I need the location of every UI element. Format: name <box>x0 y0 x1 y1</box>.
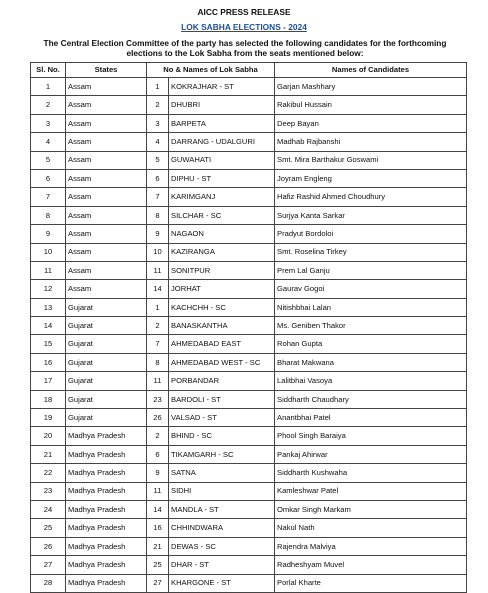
cell-constituency-name: DHAR - ST <box>169 556 275 574</box>
cell-constituency-no: 6 <box>147 169 169 187</box>
col-header-sl-no: Sl. No. <box>31 63 66 78</box>
cell-sl-no: 28 <box>31 574 66 592</box>
cell-candidate-name: Radheshyam Muvel <box>275 556 467 574</box>
col-header-candidates: Names of Candidates <box>275 63 467 78</box>
cell-constituency-no: 25 <box>147 556 169 574</box>
cell-sl-no: 24 <box>31 500 66 518</box>
cell-candidate-name: Garjan Mashhary <box>275 78 467 96</box>
cell-constituency-name: KACHCHH - SC <box>169 298 275 316</box>
cell-constituency-no: 26 <box>147 409 169 427</box>
cell-constituency-name: DARRANG - UDALGURI <box>169 133 275 151</box>
candidates-table-body <box>31 78 467 593</box>
cell-constituency-name: BANASKANTHA <box>169 317 275 335</box>
cell-state: Assam <box>66 114 147 132</box>
cell-state: Gujarat <box>66 317 147 335</box>
cell-constituency-no: 11 <box>147 261 169 279</box>
cell-candidate-name: Gaurav Gogoi <box>275 280 467 298</box>
table-row <box>31 537 467 555</box>
cell-state: Gujarat <box>66 298 147 316</box>
cell-constituency-no: 7 <box>147 335 169 353</box>
col-header-lok-sabha: No & Names of Lok Sabha <box>147 63 275 78</box>
cell-sl-no: 14 <box>31 317 66 335</box>
cell-sl-no: 7 <box>31 188 66 206</box>
table-row <box>31 298 467 316</box>
cell-state: Assam <box>66 280 147 298</box>
cell-constituency-name: NAGAON <box>169 225 275 243</box>
table-header-row <box>31 63 467 78</box>
cell-sl-no: 19 <box>31 409 66 427</box>
cell-state: Madhya Pradesh <box>66 482 147 500</box>
cell-constituency-no: 1 <box>147 298 169 316</box>
table-row <box>31 78 467 96</box>
table-row <box>31 500 467 518</box>
cell-sl-no: 3 <box>31 114 66 132</box>
table-row <box>31 482 467 500</box>
cell-state: Madhya Pradesh <box>66 556 147 574</box>
cell-constituency-no: 9 <box>147 225 169 243</box>
cell-state: Assam <box>66 206 147 224</box>
cell-constituency-name: TIKAMGARH - SC <box>169 445 275 463</box>
cell-constituency-name: KHARGONE - ST <box>169 574 275 592</box>
table-row <box>31 409 467 427</box>
table-row <box>31 335 467 353</box>
cell-constituency-name: KAZIRANGA <box>169 243 275 261</box>
cell-constituency-no: 8 <box>147 353 169 371</box>
cell-sl-no: 11 <box>31 261 66 279</box>
cell-constituency-no: 23 <box>147 390 169 408</box>
table-row <box>31 353 467 371</box>
table-row <box>31 372 467 390</box>
cell-constituency-no: 8 <box>147 206 169 224</box>
cell-candidate-name: Surjya Kanta Sarkar <box>275 206 467 224</box>
cell-constituency-name: GUWAHATI <box>169 151 275 169</box>
cell-sl-no: 4 <box>31 133 66 151</box>
cell-constituency-no: 14 <box>147 500 169 518</box>
cell-state: Gujarat <box>66 390 147 408</box>
cell-constituency-no: 3 <box>147 114 169 132</box>
cell-candidate-name: Joyram Engleng <box>275 169 467 187</box>
cell-constituency-name: KARIMGANJ <box>169 188 275 206</box>
table-row <box>31 114 467 132</box>
cell-state: Assam <box>66 96 147 114</box>
cell-constituency-no: 10 <box>147 243 169 261</box>
table-row <box>31 133 467 151</box>
cell-sl-no: 21 <box>31 445 66 463</box>
cell-constituency-no: 6 <box>147 445 169 463</box>
cell-constituency-no: 11 <box>147 482 169 500</box>
table-row <box>31 225 467 243</box>
cell-state: Assam <box>66 188 147 206</box>
table-row <box>31 243 467 261</box>
cell-state: Madhya Pradesh <box>66 537 147 555</box>
cell-candidate-name: Anantbhai Patel <box>275 409 467 427</box>
cell-candidate-name: Nitishbhai Lalan <box>275 298 467 316</box>
cell-sl-no: 18 <box>31 390 66 408</box>
cell-constituency-name: MANDLA - ST <box>169 500 275 518</box>
table-row <box>31 188 467 206</box>
cell-constituency-name: AHMEDABAD WEST - SC <box>169 353 275 371</box>
cell-sl-no: 22 <box>31 464 66 482</box>
candidates-table <box>30 62 467 593</box>
cell-constituency-name: CHHINDWARA <box>169 519 275 537</box>
cell-sl-no: 15 <box>31 335 66 353</box>
cell-sl-no: 26 <box>31 537 66 555</box>
cell-candidate-name: Pradyut Bordoloi <box>275 225 467 243</box>
cell-sl-no: 16 <box>31 353 66 371</box>
cell-constituency-name: KOKRAJHAR - ST <box>169 78 275 96</box>
cell-state: Assam <box>66 151 147 169</box>
cell-candidate-name: Porlal Kharte <box>275 574 467 592</box>
table-row <box>31 206 467 224</box>
cell-candidate-name: Nakul Nath <box>275 519 467 537</box>
cell-sl-no: 17 <box>31 372 66 390</box>
cell-candidate-name: Bharat Makwana <box>275 353 467 371</box>
table-row <box>31 151 467 169</box>
table-row <box>31 317 467 335</box>
cell-constituency-name: BARPETA <box>169 114 275 132</box>
cell-sl-no: 20 <box>31 427 66 445</box>
cell-sl-no: 27 <box>31 556 66 574</box>
cell-constituency-no: 16 <box>147 519 169 537</box>
cell-sl-no: 5 <box>31 151 66 169</box>
cell-state: Gujarat <box>66 335 147 353</box>
cell-constituency-no: 14 <box>147 280 169 298</box>
intro-paragraph: The Central Election Committee of the party has selected the following candidates for the forthcoming elections to the Lok Sabha from the seats mentioned below: <box>43 38 447 58</box>
cell-sl-no: 25 <box>31 519 66 537</box>
table-row <box>31 574 467 592</box>
table-row <box>31 556 467 574</box>
cell-sl-no: 8 <box>31 206 66 224</box>
cell-sl-no: 2 <box>31 96 66 114</box>
cell-constituency-no: 27 <box>147 574 169 592</box>
cell-constituency-name: DHUBRI <box>169 96 275 114</box>
cell-candidate-name: Siddharth Chaudhary <box>275 390 467 408</box>
cell-constituency-name: JORHAT <box>169 280 275 298</box>
cell-constituency-no: 11 <box>147 372 169 390</box>
cell-state: Assam <box>66 261 147 279</box>
cell-candidate-name: Kamleshwar Patel <box>275 482 467 500</box>
cell-candidate-name: Smt. Mira Barthakur Goswami <box>275 151 467 169</box>
table-row <box>31 96 467 114</box>
cell-constituency-name: BARDOLI - ST <box>169 390 275 408</box>
election-subtitle: LOK SABHA ELECTIONS - 2024 <box>181 22 307 32</box>
cell-sl-no: 9 <box>31 225 66 243</box>
cell-constituency-no: 5 <box>147 151 169 169</box>
cell-constituency-no: 2 <box>147 427 169 445</box>
cell-state: Assam <box>66 133 147 151</box>
cell-candidate-name: Rakibul Hussain <box>275 96 467 114</box>
table-row <box>31 280 467 298</box>
cell-state: Gujarat <box>66 353 147 371</box>
cell-candidate-name: Madhab Rajbanshi <box>275 133 467 151</box>
cell-constituency-name: DIPHU - ST <box>169 169 275 187</box>
cell-constituency-name: SIDHI <box>169 482 275 500</box>
cell-candidate-name: Siddharth Kushwaha <box>275 464 467 482</box>
cell-sl-no: 10 <box>31 243 66 261</box>
cell-candidate-name: Hafiz Rashid Ahmed Choudhury <box>275 188 467 206</box>
cell-state: Madhya Pradesh <box>66 519 147 537</box>
cell-state: Gujarat <box>66 409 147 427</box>
cell-state: Assam <box>66 243 147 261</box>
table-row <box>31 464 467 482</box>
cell-candidate-name: Lalitbhai Vasoya <box>275 372 467 390</box>
cell-constituency-name: PORBANDAR <box>169 372 275 390</box>
cell-constituency-no: 2 <box>147 96 169 114</box>
cell-constituency-name: VALSAD - ST <box>169 409 275 427</box>
cell-constituency-no: 2 <box>147 317 169 335</box>
cell-candidate-name: Pankaj Ahirwar <box>275 445 467 463</box>
table-row <box>31 519 467 537</box>
table-row <box>31 169 467 187</box>
col-header-states: States <box>66 63 147 78</box>
cell-state: Assam <box>66 78 147 96</box>
cell-candidate-name: Prem Lal Ganju <box>275 261 467 279</box>
cell-constituency-no: 4 <box>147 133 169 151</box>
press-release-title: AICC PRESS RELEASE <box>197 7 291 17</box>
cell-candidate-name: Smt. Roselina Tirkey <box>275 243 467 261</box>
cell-constituency-no: 1 <box>147 78 169 96</box>
cell-constituency-name: SILCHAR - SC <box>169 206 275 224</box>
cell-constituency-no: 21 <box>147 537 169 555</box>
cell-state: Assam <box>66 225 147 243</box>
cell-state: Madhya Pradesh <box>66 500 147 518</box>
table-row <box>31 445 467 463</box>
cell-constituency-name: BHIND - SC <box>169 427 275 445</box>
cell-candidate-name: Deep Bayan <box>275 114 467 132</box>
cell-state: Gujarat <box>66 372 147 390</box>
cell-candidate-name: Rajendra Malviya <box>275 537 467 555</box>
cell-state: Madhya Pradesh <box>66 574 147 592</box>
table-row <box>31 390 467 408</box>
cell-candidate-name: Ms. Geniben Thakor <box>275 317 467 335</box>
cell-constituency-name: DEWAS - SC <box>169 537 275 555</box>
cell-sl-no: 23 <box>31 482 66 500</box>
cell-constituency-no: 9 <box>147 464 169 482</box>
cell-state: Madhya Pradesh <box>66 445 147 463</box>
table-row <box>31 261 467 279</box>
cell-state: Madhya Pradesh <box>66 464 147 482</box>
cell-sl-no: 12 <box>31 280 66 298</box>
cell-constituency-name: SATNA <box>169 464 275 482</box>
cell-candidate-name: Phool Singh Baraiya <box>275 427 467 445</box>
cell-candidate-name: Rohan Gupta <box>275 335 467 353</box>
cell-constituency-name: SONITPUR <box>169 261 275 279</box>
cell-state: Assam <box>66 169 147 187</box>
cell-constituency-no: 7 <box>147 188 169 206</box>
cell-constituency-name: AHMEDABAD EAST <box>169 335 275 353</box>
cell-sl-no: 6 <box>31 169 66 187</box>
cell-sl-no: 13 <box>31 298 66 316</box>
cell-state: Madhya Pradesh <box>66 427 147 445</box>
cell-sl-no: 1 <box>31 78 66 96</box>
table-row <box>31 427 467 445</box>
cell-candidate-name: Omkar Singh Markam <box>275 500 467 518</box>
